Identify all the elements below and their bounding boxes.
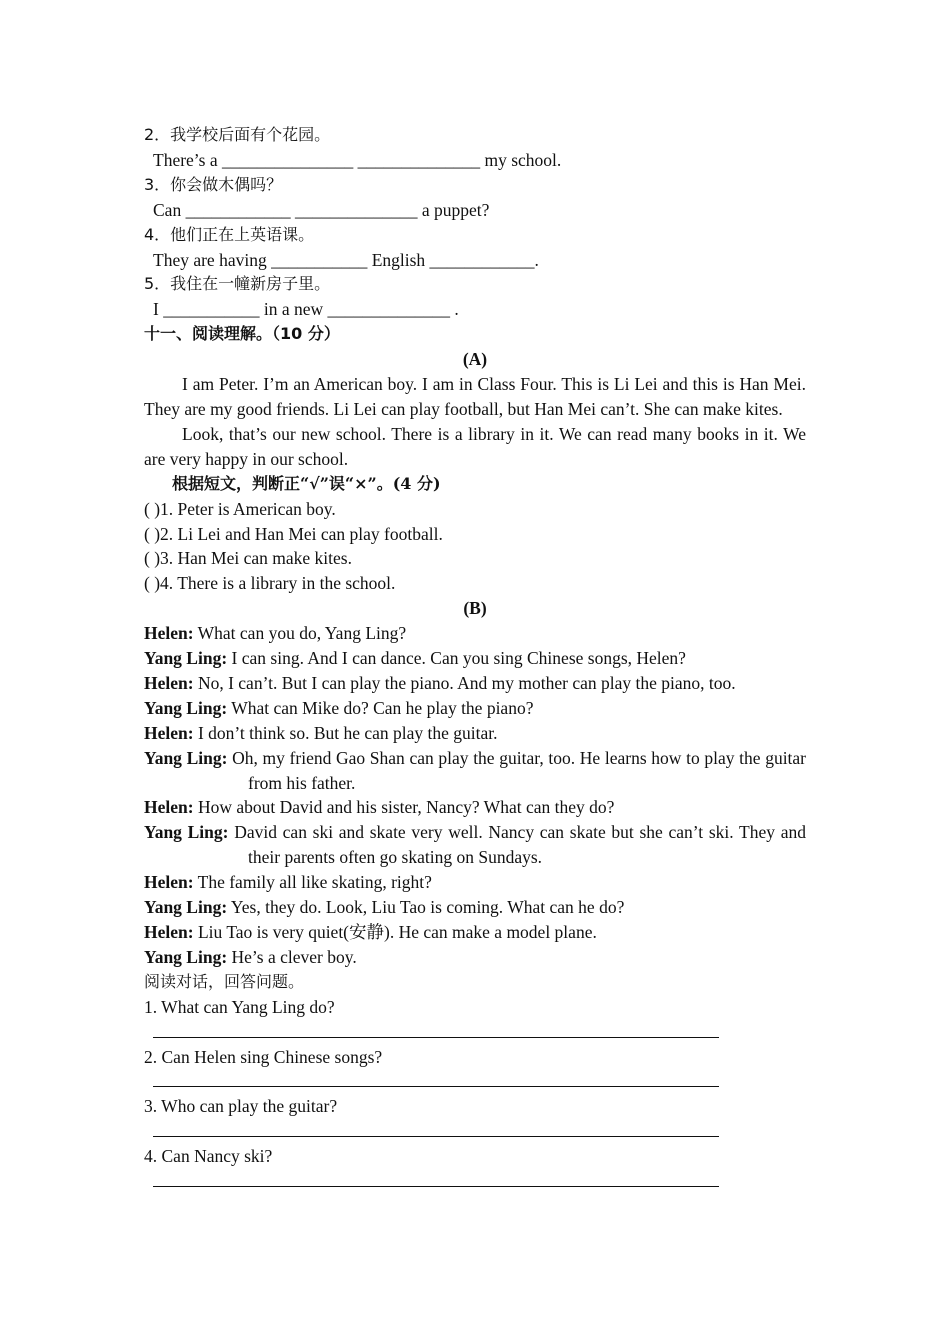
dialogue-line: [144, 671, 806, 696]
speaker: Helen:: [144, 872, 194, 893]
speaker: Helen:: [144, 623, 194, 644]
true-false-item: ( )1. Peter is American boy.: [144, 498, 336, 519]
dialogue-line: [144, 696, 806, 721]
speaker: Helen:: [144, 922, 194, 942]
dialogue-text: What can Mike do? Can he play the piano?: [231, 697, 534, 718]
dialogue-line: [144, 721, 806, 746]
dialogue-line: [144, 920, 806, 945]
answer-line[interactable]: [144, 1020, 806, 1045]
dialogue-line: [144, 646, 806, 671]
section-title: 十一、阅读理解。（10 分）: [144, 324, 340, 344]
dialogue-line: [144, 621, 806, 646]
translation-question-3: 3．你会做木偶吗？: [144, 174, 283, 194]
translation-question-2: 2．我学校后面有个花园。: [144, 125, 331, 144]
dialogue-text: He’s a clever boy.: [231, 946, 357, 967]
true-false-item: ( )3. Han Mei can make kites.: [144, 548, 352, 569]
speaker: Helen:: [144, 722, 194, 743]
dialogue-text: David can ski and skate very well. Nancy can skate but she can’t ski. They and their parents often go skating on Sundays.: [234, 822, 806, 868]
reading-question: 1. What can Yang Ling do?: [144, 996, 335, 1017]
part-a-label: (A): [462, 349, 488, 370]
worksheet-page: [144, 123, 806, 1194]
dialogue-line: [144, 945, 806, 970]
answer-line[interactable]: [144, 1069, 806, 1094]
dialogue-text: I don’t think so. But he can play the guitar.: [197, 722, 498, 743]
part-a-paragraph-2: Look, that’s our new school. There is a library in it. We can read many books in it. We are very happy in our school.: [144, 423, 806, 469]
dialogue-line: [144, 795, 806, 820]
dialogue-text: The family all like skating, right?: [197, 872, 432, 893]
dialogue-line: [144, 820, 806, 870]
true-false-item: ( )2. Li Lei and Han Mei can play football.: [144, 523, 443, 544]
translation-answer-2: There’s a _______________ ______________ my school.: [153, 149, 562, 170]
dialogue-text: I can sing. And I can dance. Can you sing Chinese songs, Helen?: [231, 648, 686, 669]
reading-question: 2. Can Helen sing Chinese songs?: [144, 1046, 383, 1067]
speaker: Yang Ling:: [144, 697, 228, 718]
dialogue-text: Yes, they do. Look, Liu Tao is coming. What can he do?: [230, 897, 625, 918]
dialogue-line: [144, 895, 806, 920]
translation-answer-3: Can ____________ ______________ a puppet?: [153, 199, 490, 220]
dialogue-text: Liu Tao is very quiet(安静). He can make a model plane.: [197, 922, 597, 942]
answer-line[interactable]: [144, 1119, 806, 1144]
translation-answer-5: I ___________ in a new ______________ .: [153, 299, 459, 320]
part-b-label: (B): [463, 598, 487, 619]
speaker: Yang Ling:: [144, 897, 228, 918]
reading-question: 4. Can Nancy ski?: [144, 1146, 273, 1167]
dialogue-text: How about David and his sister, Nancy? What can they do?: [197, 797, 615, 818]
speaker: Yang Ling:: [144, 747, 228, 768]
part-b-instruction: 阅读对话，回答问题。: [144, 971, 305, 991]
part-a-paragraph-1: I am Peter. I’m an American boy. I am in Class Four. This is Li Lei and this is Han Mei. They are my good friends. Li Lei can play football, but Han Mei can’t. She can make kites.: [144, 374, 806, 419]
speaker: Yang Ling:: [144, 648, 228, 669]
dialogue-line: [144, 870, 806, 895]
dialogue-text: Oh, my friend Gao Shan can play the guitar, too. He learns how to play the guitar from his father.: [232, 747, 807, 793]
translation-answer-4: They are having ___________ English ____________.: [153, 249, 539, 270]
reading-question: 3. Who can play the guitar?: [144, 1096, 338, 1117]
speaker: Yang Ling:: [144, 822, 229, 843]
answer-line[interactable]: [144, 1169, 806, 1194]
translation-question-4: 4．他们正在上英语课。: [144, 224, 315, 244]
dialogue-text: What can you do, Yang Ling?: [197, 623, 407, 644]
true-false-item: ( )4. There is a library in the school.: [144, 573, 396, 594]
speaker: Helen:: [144, 672, 194, 693]
speaker: Helen:: [144, 797, 194, 818]
speaker: Yang Ling:: [144, 946, 228, 967]
dialogue-line: [144, 746, 806, 796]
part-a-instruction: 根据短文，判断正“√”误“×”。(4 分): [172, 473, 441, 493]
dialogue-text: No, I can’t. But I can play the piano. And my mother can play the piano, too.: [197, 672, 736, 693]
translation-question-5: 5．我住在一幢新房子里。: [144, 274, 331, 294]
